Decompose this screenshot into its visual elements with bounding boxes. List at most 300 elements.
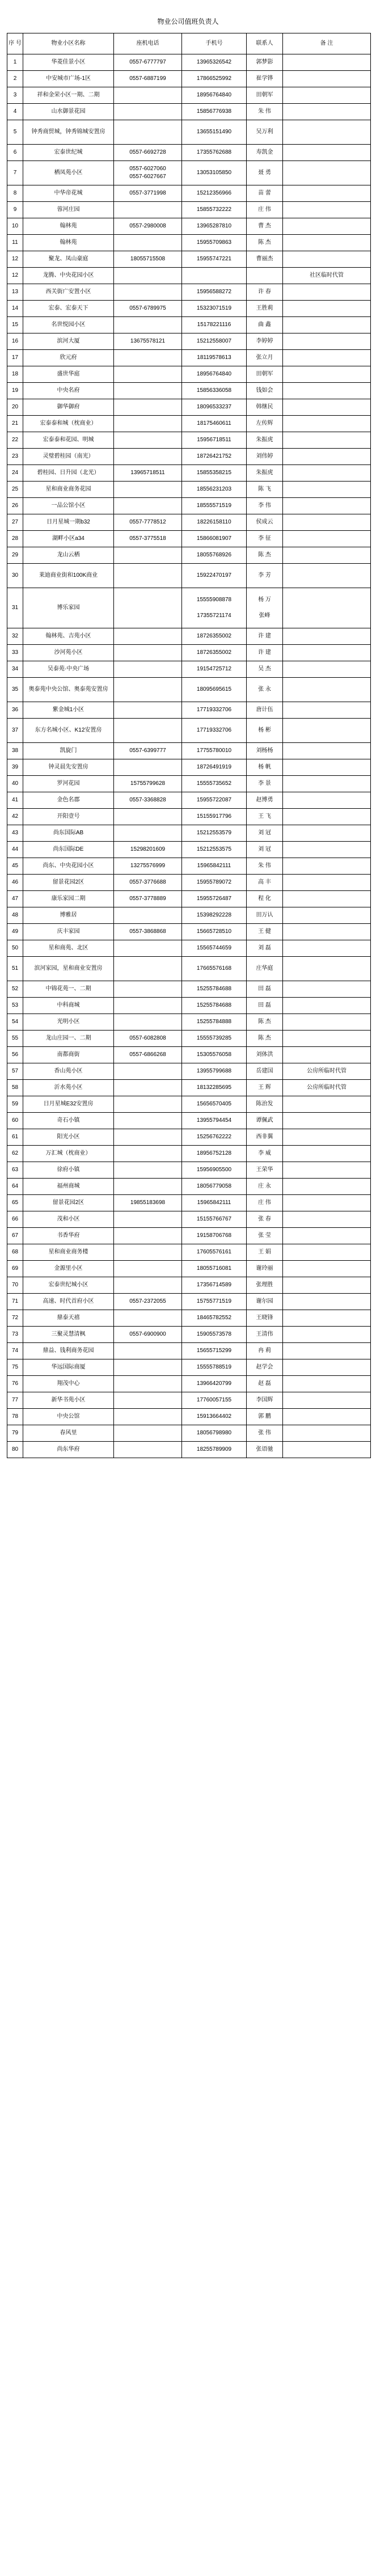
- cell-text: 祥和金荣小区一期、二期: [37, 92, 100, 98]
- cell-text: 12: [11, 272, 19, 278]
- table-row: [7, 1146, 371, 1162]
- cell-mobile-phone: [182, 628, 247, 645]
- cell-contact-person: [247, 1294, 283, 1310]
- cell-text: 王荣华: [256, 1167, 273, 1173]
- cell-landline-phone: [114, 1343, 182, 1359]
- cell-property-name: [23, 465, 114, 482]
- cell-contact-person: [247, 702, 283, 719]
- cell-contact-person: [247, 465, 283, 482]
- cell-landline-phone: [114, 1113, 182, 1129]
- cell-landline-phone: [114, 54, 182, 71]
- cell-remark: [283, 1031, 371, 1047]
- cell-text: 吴万利: [256, 129, 273, 135]
- cell-text: 9: [13, 206, 17, 213]
- cell-contact-person: [247, 1080, 283, 1096]
- cell-text: 13675578121: [130, 338, 166, 344]
- cell-remark: [283, 1047, 371, 1063]
- cell-contact-person: [247, 1211, 283, 1228]
- cell-contact-person: [247, 1327, 283, 1343]
- cell-landline-phone: [114, 628, 182, 645]
- cell-landline-phone: [114, 202, 182, 218]
- cell-row-number: [7, 1162, 23, 1179]
- cell-text: 80: [11, 1446, 19, 1452]
- cell-property-name: [23, 661, 114, 678]
- cell-text: 侯成云: [256, 519, 273, 525]
- cell-landline-phone: [114, 1080, 182, 1096]
- cell-text: 康乐家园二期: [51, 896, 86, 902]
- cell-mobile-phone: [182, 981, 247, 998]
- page-title: 物业公司值班负责人: [157, 18, 219, 26]
- table-row: [7, 1129, 371, 1146]
- cell-remark: [283, 449, 371, 465]
- cell-mobile-phone: [182, 759, 247, 776]
- cell-remark: [283, 924, 371, 940]
- cell-mobile-phone: [182, 1442, 247, 1458]
- cell-text: 中科商城: [57, 1002, 80, 1008]
- cell-row-number: [7, 1359, 23, 1376]
- cell-text: 宏泰世纪城: [54, 149, 83, 155]
- cell-text: 日月星城一期b32: [47, 519, 90, 525]
- cell-property-name: [23, 588, 114, 628]
- cell-contact-person: [247, 416, 283, 432]
- cell-mobile-phone: [182, 940, 247, 957]
- cell-text: 茂和小区: [57, 1216, 80, 1222]
- cell-contact-person: [247, 907, 283, 924]
- cell-text: 苗 蕾: [258, 190, 271, 196]
- cell-text: 14: [11, 305, 19, 311]
- cell-contact-person: [247, 547, 283, 564]
- table-row: [7, 350, 371, 366]
- cell-text: 13275576999: [130, 863, 166, 869]
- cell-property-name: [23, 825, 114, 842]
- cell-text: 三聚灵慧清枫: [51, 1331, 86, 1337]
- cell-landline-phone: [114, 366, 182, 383]
- cell-landline-phone: [114, 1277, 182, 1294]
- cell-row-number: [7, 792, 23, 809]
- cell-contact-person: [247, 645, 283, 661]
- cell-text: 崔学铧: [256, 75, 273, 82]
- cell-property-name: [23, 1327, 114, 1343]
- cell-text: 朱 伟: [258, 108, 271, 115]
- cell-mobile-phone: [182, 1327, 247, 1343]
- cell-landline-phone: [114, 1179, 182, 1195]
- cell-landline-phone: [114, 87, 182, 104]
- cell-text: 24: [11, 470, 19, 476]
- table-row: [7, 449, 371, 465]
- cell-landline-phone: [114, 301, 182, 317]
- cell-mobile-phone: [182, 1310, 247, 1327]
- cell-row-number: [7, 1146, 23, 1162]
- cell-text: 紫金城1小区: [52, 707, 85, 713]
- cell-text: 15: [11, 322, 19, 328]
- cell-row-number: [7, 1376, 23, 1392]
- cell-text: 16: [11, 338, 19, 344]
- cell-row-number: [7, 907, 23, 924]
- table-row: [7, 940, 371, 957]
- cell-row-number: [7, 465, 23, 482]
- table-row: [7, 1113, 371, 1129]
- cell-remark: [283, 235, 371, 251]
- cell-property-name: [23, 998, 114, 1014]
- cell-text: 博雅居: [60, 912, 77, 918]
- cell-text: 刘体洪: [256, 1051, 273, 1058]
- cell-property-name: [23, 809, 114, 825]
- table-row: [7, 719, 371, 743]
- cell-text: 李婷婷: [256, 338, 273, 344]
- cell-text: 35: [11, 686, 19, 692]
- cell-remark: [283, 1146, 371, 1162]
- cell-mobile-phone: [182, 719, 247, 743]
- cell-contact-person: [247, 301, 283, 317]
- cell-text: 0557-6027667: [129, 174, 166, 180]
- cell-landline-phone: [114, 531, 182, 547]
- cell-contact-person: [247, 366, 283, 383]
- cell-row-number: [7, 564, 23, 588]
- cell-text: 赵学会: [256, 1364, 273, 1370]
- cell-remark: [283, 547, 371, 564]
- cell-property-name: [23, 547, 114, 564]
- cell-property-name: [23, 145, 114, 161]
- cell-property-name: [23, 702, 114, 719]
- cell-text: 75: [11, 1364, 19, 1370]
- cell-text: 李 威: [258, 1150, 271, 1156]
- cell-text: 陈 杰: [258, 1019, 271, 1025]
- cell-text: 南都商街: [57, 1051, 80, 1058]
- table-row: [7, 1261, 371, 1277]
- table-row: [7, 399, 371, 416]
- cell-text: 32: [11, 633, 19, 639]
- cell-mobile-phone: [182, 891, 247, 907]
- cell-remark: [283, 268, 371, 284]
- cell-property-name: [23, 564, 114, 588]
- cell-text: 77: [11, 1397, 19, 1403]
- table-row: [7, 514, 371, 531]
- cell-remark: [283, 350, 371, 366]
- cell-text: 莱迪商业街和100K商业: [39, 572, 98, 578]
- cell-text: 17355721174: [197, 613, 231, 619]
- table-row: [7, 628, 371, 645]
- cell-text: 69: [11, 1265, 19, 1272]
- cell-property-name: [23, 1425, 114, 1442]
- table-row: [7, 1244, 371, 1261]
- cell-text: 53: [11, 1002, 19, 1008]
- cell-text: 18055716081: [196, 1265, 232, 1272]
- cell-text: 0557-6399777: [129, 748, 166, 754]
- cell-text: 冉 莉: [258, 1348, 271, 1354]
- cell-property-name: [23, 1146, 114, 1162]
- cell-landline-phone: [114, 998, 182, 1014]
- cell-row-number: [7, 940, 23, 957]
- table-row: [7, 202, 371, 218]
- cell-text: 星和商苑、北区: [48, 945, 88, 951]
- cell-text: 许 建: [258, 649, 271, 656]
- cell-text: 蓉河庄园: [57, 206, 80, 213]
- cell-text: 23: [11, 453, 19, 459]
- cell-contact-person: [247, 776, 283, 792]
- cell-text: 奇石小镇: [57, 1117, 80, 1124]
- cell-text: 18555571519: [196, 502, 232, 509]
- cell-text: 宏泰泰和花园、明城: [43, 437, 94, 443]
- cell-text: 宏泰泰和城（枕商业）: [40, 420, 97, 426]
- cell-mobile-phone: [182, 875, 247, 891]
- cell-text: 15955722087: [196, 797, 232, 803]
- cell-text: 15256762222: [196, 1134, 232, 1140]
- cell-property-name: [23, 924, 114, 940]
- cell-text: 18056798980: [196, 1430, 232, 1436]
- cell-property-name: [23, 1129, 114, 1146]
- cell-landline-phone: [114, 465, 182, 482]
- table-row: [7, 1310, 371, 1327]
- contact-table: [7, 33, 371, 1458]
- cell-row-number: [7, 1244, 23, 1261]
- cell-contact-person: [247, 759, 283, 776]
- cell-landline-phone: [114, 564, 182, 588]
- cell-text: 41: [11, 797, 19, 803]
- cell-mobile-phone: [182, 161, 247, 185]
- cell-contact-person: [247, 1063, 283, 1080]
- cell-property-name: [23, 399, 114, 416]
- cell-text: 0557-6789975: [129, 305, 166, 311]
- cell-mobile-phone: [182, 235, 247, 251]
- cell-text: 名世悦园小区: [51, 322, 86, 328]
- cell-mobile-phone: [182, 661, 247, 678]
- cell-text: 17355762688: [196, 149, 232, 155]
- cell-property-name: [23, 531, 114, 547]
- cell-text: 13053105850: [196, 170, 232, 176]
- cell-text: 48: [11, 912, 19, 918]
- cell-text: 春风里: [60, 1430, 77, 1436]
- cell-text: 华菱佳景小区: [51, 59, 86, 65]
- cell-mobile-phone: [182, 1080, 247, 1096]
- cell-text: 尚东国际DE: [53, 846, 84, 852]
- cell-text: 18726421752: [196, 453, 232, 459]
- cell-landline-phone: [114, 891, 182, 907]
- cell-mobile-phone: [182, 54, 247, 71]
- cell-row-number: [7, 1409, 23, 1425]
- cell-text: 王晓锋: [256, 1315, 273, 1321]
- cell-text: 张 永: [258, 686, 271, 692]
- cell-text: 吴 杰: [258, 666, 271, 672]
- cell-contact-person: [247, 1228, 283, 1244]
- cell-text: 公房所临时代管: [307, 1084, 347, 1091]
- cell-text: 4: [13, 108, 17, 115]
- cell-landline-phone: [114, 449, 182, 465]
- cell-mobile-phone: [182, 383, 247, 399]
- cell-remark: [283, 891, 371, 907]
- cell-row-number: [7, 1113, 23, 1129]
- cell-property-name: [23, 284, 114, 301]
- cell-landline-phone: [114, 145, 182, 161]
- cell-text: 50: [11, 945, 19, 951]
- cell-remark: [283, 531, 371, 547]
- cell-contact-person: [247, 432, 283, 449]
- table-row: [7, 104, 371, 120]
- cell-row-number: [7, 1195, 23, 1211]
- cell-mobile-phone: [182, 1014, 247, 1031]
- table-row: [7, 645, 371, 661]
- cell-mobile-phone: [182, 1146, 247, 1162]
- cell-text: 张 伟: [258, 1430, 271, 1436]
- cell-text: 18726355002: [196, 633, 232, 639]
- cell-property-name: [23, 645, 114, 661]
- cell-text: 15955709863: [196, 239, 232, 246]
- cell-property-name: [23, 1195, 114, 1211]
- cell-mobile-phone: [182, 1211, 247, 1228]
- cell-property-name: [23, 71, 114, 87]
- cell-mobile-phone: [182, 416, 247, 432]
- cell-landline-phone: [114, 161, 182, 185]
- cell-mobile-phone: [182, 71, 247, 87]
- cell-text: 0557-3368828: [129, 797, 166, 803]
- cell-text: 西非翼: [256, 1134, 273, 1140]
- cell-remark: [283, 366, 371, 383]
- cell-landline-phone: [114, 940, 182, 957]
- cell-text: 张理胜: [256, 1282, 273, 1288]
- cell-text: 李国辉: [256, 1397, 273, 1403]
- cell-contact-person: [247, 564, 283, 588]
- cell-text: 杨 帆: [258, 764, 271, 770]
- cell-row-number: [7, 104, 23, 120]
- cell-landline-phone: [114, 957, 182, 981]
- cell-text: 星和商业商务楼: [48, 1249, 88, 1255]
- cell-landline-phone: [114, 1244, 182, 1261]
- cell-row-number: [7, 759, 23, 776]
- cell-text: 一品公馆小区: [51, 502, 86, 509]
- table-row: [7, 858, 371, 875]
- cell-text: 27: [11, 519, 19, 525]
- cell-contact-person: [247, 719, 283, 743]
- cell-text: 63: [11, 1167, 19, 1173]
- cell-mobile-phone: [182, 842, 247, 858]
- cell-remark: [283, 87, 371, 104]
- cell-remark: [283, 1244, 371, 1261]
- cell-text: 0557-6082808: [129, 1035, 166, 1041]
- cell-text: 徐府小镇: [57, 1167, 80, 1173]
- cell-text: 61: [11, 1134, 19, 1140]
- cell-text: 鼎益、钱利商务花园: [43, 1348, 94, 1354]
- table-row: [7, 383, 371, 399]
- cell-mobile-phone: [182, 465, 247, 482]
- cell-text: 19855183698: [130, 1200, 166, 1206]
- cell-remark: [283, 809, 371, 825]
- cell-remark: [283, 1392, 371, 1409]
- cell-remark: [283, 1179, 371, 1195]
- table-header-row: [7, 33, 371, 54]
- cell-text: 张峰: [259, 613, 271, 619]
- cell-text: 庄 伟: [258, 206, 271, 213]
- table-row: [7, 1063, 371, 1080]
- cell-property-name: [23, 251, 114, 268]
- cell-mobile-phone: [182, 1376, 247, 1392]
- cell-text: 日月星城E32安置房: [43, 1101, 94, 1107]
- cell-row-number: [7, 350, 23, 366]
- cell-mobile-phone: [182, 588, 247, 628]
- table-row: [7, 251, 371, 268]
- table-row: [7, 1031, 371, 1047]
- header-remark: 备 注: [283, 33, 371, 54]
- cell-remark: [283, 317, 371, 333]
- cell-text: 1: [13, 59, 17, 65]
- cell-mobile-phone: [182, 1162, 247, 1179]
- cell-text: 45: [11, 863, 19, 869]
- cell-remark: [283, 416, 371, 432]
- cell-contact-person: [247, 998, 283, 1014]
- table-row: [7, 1392, 371, 1409]
- cell-text: 赵博勇: [256, 797, 273, 803]
- cell-text: 33: [11, 649, 19, 656]
- cell-row-number: [7, 185, 23, 202]
- cell-text: 杨 彬: [258, 727, 271, 733]
- cell-mobile-phone: [182, 1261, 247, 1277]
- cell-text: 18095695615: [196, 686, 232, 692]
- cell-landline-phone: [114, 1228, 182, 1244]
- cell-contact-person: [247, 1014, 283, 1031]
- cell-remark: [283, 957, 371, 981]
- cell-text: 金色名郡: [57, 797, 80, 803]
- table-row: [7, 1343, 371, 1359]
- cell-text: 78: [11, 1413, 19, 1420]
- cell-text: 光明小区: [57, 1019, 80, 1025]
- cell-mobile-phone: [182, 284, 247, 301]
- cell-contact-person: [247, 399, 283, 416]
- cell-contact-person: [247, 218, 283, 235]
- cell-mobile-phone: [182, 1047, 247, 1063]
- cell-row-number: [7, 514, 23, 531]
- cell-text: 73: [11, 1331, 19, 1337]
- cell-text: 57: [11, 1068, 19, 1074]
- cell-remark: [283, 1014, 371, 1031]
- cell-remark: [283, 702, 371, 719]
- cell-landline-phone: [114, 185, 182, 202]
- cell-landline-phone: [114, 1129, 182, 1146]
- cell-landline-phone: [114, 776, 182, 792]
- cell-text: 鼎泰天禧: [57, 1315, 80, 1321]
- cell-row-number: [7, 366, 23, 383]
- cell-text: 18556231203: [196, 486, 232, 492]
- cell-mobile-phone: [182, 1096, 247, 1113]
- cell-text: 38: [11, 748, 19, 754]
- cell-text: 26: [11, 502, 19, 509]
- cell-text: 韩继民: [256, 404, 273, 410]
- cell-text: 18055768926: [196, 552, 232, 558]
- table-row: [7, 907, 371, 924]
- cell-text: 15755771519: [196, 1298, 232, 1304]
- cell-text: 59: [11, 1101, 19, 1107]
- cell-text: 曹 杰: [258, 223, 271, 229]
- cell-contact-person: [247, 661, 283, 678]
- cell-text: 15255784688: [196, 986, 232, 992]
- cell-text: 张 莹: [258, 1232, 271, 1239]
- cell-row-number: [7, 547, 23, 564]
- cell-row-number: [7, 743, 23, 759]
- cell-contact-person: [247, 1343, 283, 1359]
- cell-contact-person: [247, 1376, 283, 1392]
- cell-property-name: [23, 891, 114, 907]
- cell-row-number: [7, 661, 23, 678]
- cell-property-name: [23, 875, 114, 891]
- cell-text: 田朝军: [256, 371, 273, 377]
- table-row: [7, 1096, 371, 1113]
- table-row: [7, 432, 371, 449]
- cell-mobile-phone: [182, 1129, 247, 1146]
- cell-remark: [283, 1310, 371, 1327]
- cell-row-number: [7, 719, 23, 743]
- cell-mobile-phone: [182, 1425, 247, 1442]
- cell-landline-phone: [114, 547, 182, 564]
- cell-row-number: [7, 1294, 23, 1310]
- cell-property-name: [23, 482, 114, 498]
- cell-text: 王 娟: [258, 1249, 271, 1255]
